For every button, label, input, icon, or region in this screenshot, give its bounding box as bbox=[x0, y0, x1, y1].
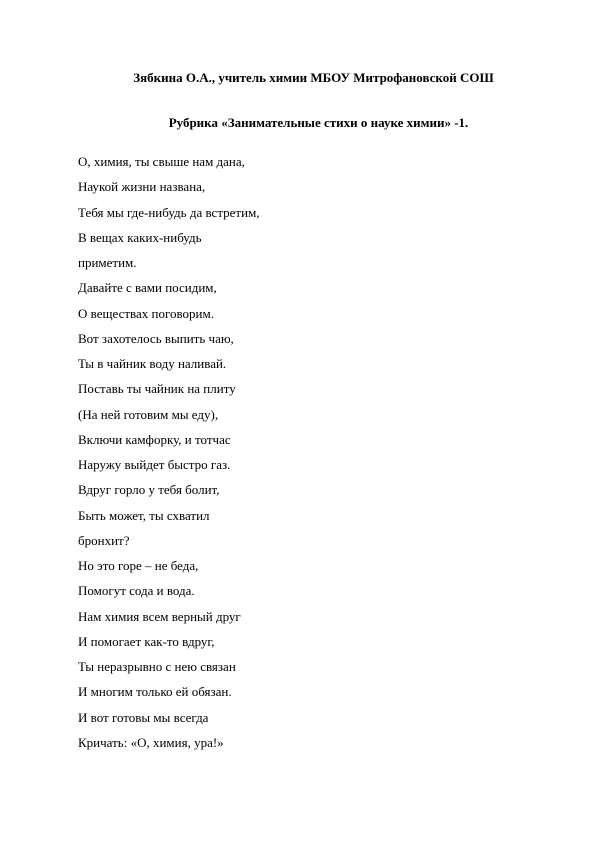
poem-line: Помогут сода и вода. bbox=[78, 583, 195, 599]
poem-line: приметим. bbox=[78, 255, 137, 270]
poem-line: Наукой жизни названа, bbox=[78, 179, 206, 195]
poem-line: Но это горе – не беда, bbox=[78, 558, 199, 573]
poem-line: Ты в чайник воду наливай. bbox=[78, 356, 227, 371]
poem-line: В вещах каких-нибудь bbox=[78, 229, 202, 245]
poem-line: И помогает как-то вдруг, bbox=[78, 633, 215, 649]
poem-line: Давайте с вами посидим, bbox=[78, 280, 217, 296]
poem-line: Вот захотелось выпить чаю, bbox=[78, 330, 234, 346]
poem-line: Ты неразрывно с нею связан bbox=[78, 659, 236, 674]
poem-line: Вдруг горло у тебя болит, bbox=[78, 482, 220, 498]
poem-line: Тебя мы где-нибудь да встретим, bbox=[78, 204, 260, 220]
poem bbox=[78, 149, 260, 755]
rubric-title: Рубрика «Занимательные стихи о науке химии» -1. bbox=[168, 115, 469, 130]
poem-line: Поставь ты чайник на плиту bbox=[78, 381, 236, 397]
poem-line: (На ней готовим мы еду), bbox=[78, 406, 219, 422]
author-line: Зябкина О.А., учитель химии МБОУ Митрофановской СОШ bbox=[133, 70, 494, 85]
poem-line: Кричать: «О, химия, ура!» bbox=[78, 734, 224, 750]
poem-line: Нам химия всем верный друг bbox=[78, 608, 241, 624]
poem-line: бронхит? bbox=[78, 532, 130, 548]
poem-line: О, химия, ты свыше нам дана, bbox=[78, 154, 245, 169]
poem-line: И вот готовы мы всегда bbox=[78, 709, 209, 725]
poem-line: О веществах поговорим. bbox=[78, 305, 214, 321]
poem-line: И многим только ей обязан. bbox=[78, 684, 232, 700]
poem-line: Включи камфорку, и тотчас bbox=[78, 431, 231, 447]
poem-line: Наружу выйдет быстро газ. bbox=[78, 457, 231, 472]
poem-line: Быть может, ты схватил bbox=[78, 507, 210, 523]
